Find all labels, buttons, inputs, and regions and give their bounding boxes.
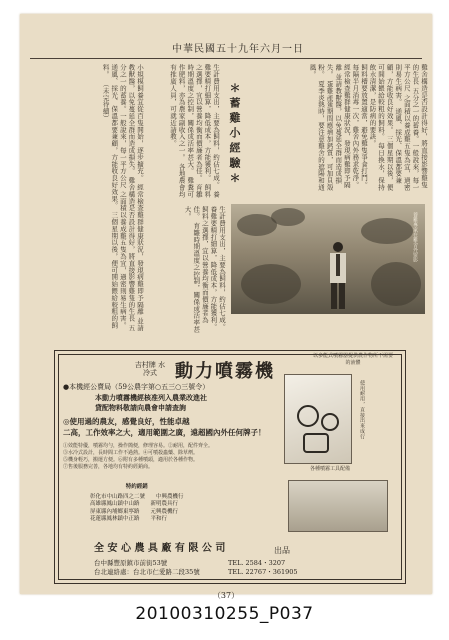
text-line: 各地農會均有推廣人員，可就近請教。: [169, 64, 186, 198]
text-line: 飼料槽要放置適當，避免雞隻爭食打鬥。: [360, 64, 368, 189]
foliage: [241, 264, 301, 304]
photo-caption: 養雞專家在雞舍外留影: [412, 212, 418, 262]
ad-specs: [63, 443, 285, 471]
dealer-address: 花蓮縣鳳林鎮中正路: [90, 516, 140, 522]
spec-line: ⑦售後服務完善，各地均有特約經銷商。: [63, 464, 154, 470]
text-line: 五分之一的蓄養。一般說來，每一平方公尺: [118, 64, 136, 332]
company-tel-2: TEL. 22767・361905: [228, 568, 298, 576]
ad-side-note: 以多能式噴霧器提供農作物所不需要的液體: [313, 353, 394, 366]
article-column-right-2: [310, 64, 368, 192]
page-header: [20, 40, 432, 58]
text-line: 每隔半月消毒一次，雞舍內外務求乾淨。: [351, 64, 360, 189]
machine-caption: 使用耐用，直接出來成行: [359, 380, 365, 440]
dealer-address: 高雄縣鳳山鎮中山路: [90, 501, 140, 507]
text-line: 並請教獸醫，以免蔓延全群而造成損失。: [325, 64, 343, 184]
machine-dial: [321, 413, 339, 431]
text-line: 飼料之選擇，宜以營養均衡而價廉者為佳。: [192, 206, 209, 324]
text-line: 蛋雞產蛋期間應增加鈣質，可加貝殼粉。: [317, 64, 334, 191]
ad-slogan1: ◎使用過的農友，感覺良好，性能卓越: [63, 417, 190, 426]
spec-line: ①效能特優，噴霧均勻，操作簡便，修理容易。②耐用，配件齊全。: [63, 443, 214, 449]
ad-title: 動力噴霧機: [175, 361, 275, 382]
sprayer-machine-photo: [284, 374, 352, 464]
dealer-row: [90, 516, 184, 524]
spec-line: ③水冷式設計，長時間工作不過熱。④可噴殺蟲藥、除草劑。: [63, 450, 199, 456]
article-title: ＊蓄雞小經驗＊: [228, 82, 241, 187]
dealer-address: 屏東縣內埔鄉東寧路: [90, 508, 140, 515]
text-line: （未完待續）: [101, 80, 110, 122]
text-line: 並請教獸醫，以免蔓延全群而造成損失。: [127, 64, 144, 332]
ad-slogan2: 二高，工作效率之大，適用範圍之廣，遠超國內外任何牌子！: [63, 428, 266, 437]
dealer-address: 彰化市中山路四之二號: [90, 493, 146, 500]
foliage: [271, 208, 305, 226]
dealers-table: [90, 484, 184, 524]
dealer-row: [90, 509, 184, 517]
machine-engine: [303, 433, 329, 453]
text-line: 飼料之選擇，宜以營養均衡而價廉者為佳。: [194, 64, 212, 198]
text-line: 三個星期以後，便可開始餵給較粗的飼料。: [377, 64, 394, 191]
article-column-left: [32, 64, 144, 334]
header-rule: [30, 58, 422, 59]
ad-brand: 吉村牌 水冷式: [134, 361, 166, 377]
text-line: 雞舍構造是否設計得好，將直接影響雞隻的生長: [411, 64, 428, 189]
man-figure: [327, 240, 349, 310]
ad-line1: 本動力噴霧機經核准列入農業改進社: [95, 393, 207, 402]
dealer-row: [90, 494, 184, 502]
text-line: 夏季炎熱時，要注意雞舍的遮陽和通風。: [308, 64, 326, 191]
text-line: 五分之一的蓄養。一般說來，每一平方公尺: [402, 64, 420, 191]
text-line: 生計費用支出，主要為飼料，約佔七成。: [218, 206, 226, 331]
bottom-photo-caption: 各種噴霧工具配備: [310, 466, 351, 472]
dealer-name: 元興農機行: [150, 508, 179, 515]
article-column-right: [368, 64, 428, 192]
dealer-name: 新明農具行: [150, 501, 179, 507]
text-line: 之面積以養成雞五隻為宜，過密則易生病害。: [394, 64, 411, 191]
ad-patent: ●本機經公賣局（59公農字第○五三○三號令）: [63, 383, 210, 391]
archive-id-caption: 20100310255_P037: [135, 604, 314, 624]
machine-dial: [297, 405, 319, 427]
text-line: 經常檢查雞群健康狀況，發現病雞即予隔離: [334, 64, 351, 189]
company-suffix: 出品: [274, 546, 290, 555]
text-line: 每日換水，保持飲水清潔，是防病的要訣。: [368, 64, 386, 191]
article-column-lower: [150, 206, 226, 334]
text-line: 雞舍構造是否設計得好，將直接影響雞隻的生長: [127, 176, 136, 322]
article-photo: [231, 204, 425, 314]
text-line: 通風、採光、保溫都要兼顧，方能收良好效果。: [110, 64, 119, 209]
text-line: 小規模飼養宜從百隻開始，逐步擴充。: [136, 64, 144, 182]
page-number: （37）: [212, 591, 240, 600]
company-tel-1: TEL. 2584・3207: [228, 559, 286, 567]
text-line: 通風、採光、保溫都要兼顧，方能收良好效果。: [385, 64, 403, 184]
text-line: 生計費用支出，主要為飼料，約佔七成。: [212, 64, 220, 189]
dealers-title: 特約經銷: [125, 484, 148, 490]
foliage: [371, 262, 421, 306]
company-name: 全 安 心 農 具 廠 有 限 公 司: [94, 543, 226, 554]
dealer-row: [90, 501, 184, 509]
text-line: 養雞要精打細算，降低成本，方能獲利。: [209, 206, 218, 331]
text-line: 雞糞可作肥料，亦為農家副收入之一。: [177, 64, 195, 198]
text-line: 之面積以養成雞五隻為宜，過密則易生病害。: [118, 190, 127, 329]
dealer-name: 中興農機行: [156, 493, 184, 500]
text-line: 育雛時期溫度之控制，關係成活率甚大。: [186, 64, 203, 198]
text-line: 育雛時期溫度之控制，關係成活率甚大。: [183, 206, 201, 333]
dealer-name: 平和行: [150, 516, 168, 522]
text-line: 養雞要精打細算，降低成本，方能獲利。: [203, 64, 220, 198]
ad-line2: 貸配物料敬請向農會申請查詢: [95, 403, 186, 412]
magazine-page: [20, 14, 432, 600]
equipment-photo: [288, 480, 388, 532]
company-branch-address: 台北連絡處：台北市仁愛路二段35號: [94, 568, 200, 576]
text-line: 經常檢查雞群健康狀況，發現病雞即予隔離: [136, 183, 144, 315]
company-address: 台中縣豐原鎮市前街53號: [94, 559, 168, 567]
issue-date: 中華民國五十九年六月一日: [172, 44, 304, 55]
spec-line: ⑤機身輕巧，搬運方便。⑥附有多種噴頭，適用於各種作物。: [63, 457, 199, 463]
text-line: 三個星期以後，便可開始餵給較粗的飼料。: [101, 64, 119, 329]
article-column-middle: [150, 64, 220, 200]
foliage: [361, 218, 413, 244]
